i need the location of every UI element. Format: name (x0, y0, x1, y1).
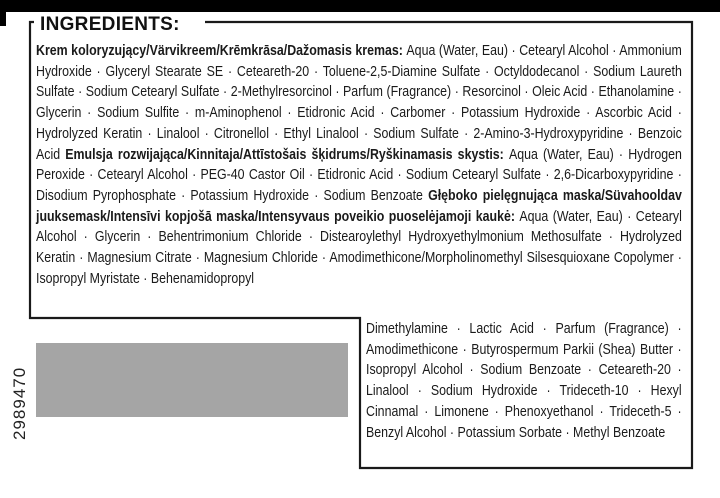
top-black-bar (0, 0, 720, 12)
ingredients-main-block (36, 41, 682, 289)
barcode-placeholder (36, 343, 348, 417)
continuation-text: Dimethylamine · Lactic Acid · Parfum (Fragrance) · Amodimethicone · Butyrospermum Parkii (Shea) Butter · Isopropyl Alcohol · Sodium Benzoate · Ceteareth-20 · Linalool · Sodium Hydroxide · Trideceth-10 · Hexyl Cinnamal · Limonene · Phenoxyethanol · Trideceth-5 · Benzyl Alcohol · Potassium Sorbate · Methyl Benzoate (366, 321, 682, 441)
ingredients-continuation-block (366, 319, 682, 443)
top-black-notch (0, 12, 6, 26)
product-code-text: 2989470 (10, 366, 29, 440)
section-heading-color-cream: Krem koloryzujący/Värvikreem/Krēmkrāsa/Dažomasis kremas: (36, 43, 407, 59)
section-heading-developer: Emulsja rozwijająca/Kinnitaja/Attīstošais šķidrums/Ryškinamasis skystis: (65, 146, 509, 163)
ingredients-title: INGREDIENTS: (40, 14, 180, 35)
section-text-color-cream: Aqua (Water, Eau) · Cetearyl Alcohol · Ammonium Hydroxide · Glyceryl Stearate SE · Ceteareth-20 · Toluene-2,5-Diamine Sulfate · Octyldodecanol · Sodium Laureth Sulfate · Sodium Cetearyl Sulfate · 2-Methylresorcinol · Parfum (Fragrance) · Resorcinol · Oleic Acid · Ethanolamine · Glycerin · Sodium Sulfite · m-Aminophenol · Etidronic Acid · Carbomer · Potassium Hydroxide · Ascorbic Acid · Hydrolyzed Keratin · Linalool · Citronellol · Ethyl Linalool · Sodium Sulfate · 2-Amino-3-Hydroxypyridine · Benzoic Acid (36, 43, 682, 163)
section-text-developer: Aqua (Water, Eau) · Hydrogen Peroxide · Cetearyl Alcohol · PEG-40 Castor Oil · Etidronic Acid · Sodium Cetearyl Sulfate · 2,6-Dicarboxypyridine · Disodium Pyrophosphate · Potassium Hydroxide · Sodium Benzoate (36, 146, 682, 204)
section-heading-mask: Głęboko pielęgnująca maska/Süvahooldav juuksemask/Intensīvi kopjošā maska/Intensyvaus poveikio puoselėjamoji kaukė: (36, 187, 682, 225)
section-text-mask: Aqua (Water, Eau) · Cetearyl Alcohol · Glycerin · Behentrimonium Chloride · Distearoylethyl Hydroxyethylmonium Methosulfate · Hydrolyzed Keratin · Magnesium Citrate · Magnesium Chloride · Amodimethicone/Morpholinomethyl Silsesquioxane Copolymer · Isopropyl Myristate · Behenamidopropyl (36, 208, 682, 287)
